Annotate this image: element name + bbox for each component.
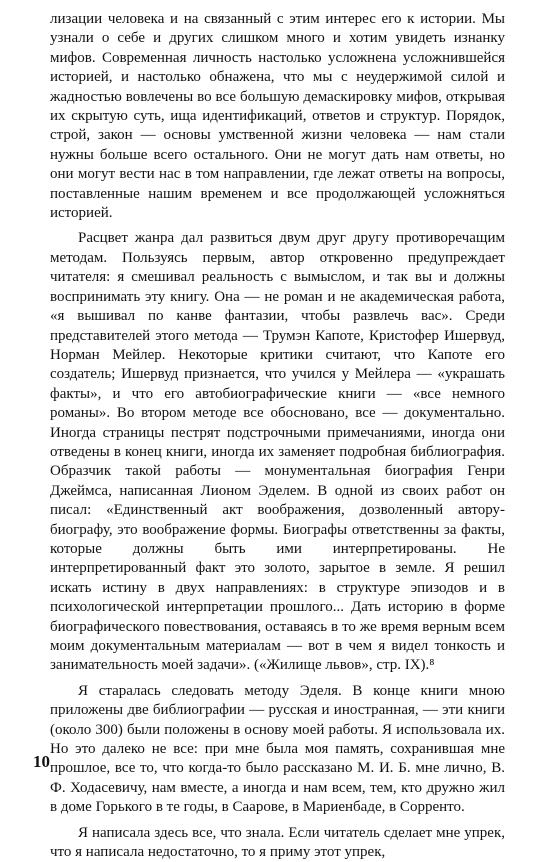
paragraph-continuation: лизации человека и на связанный с этим интерес его к истории. Мы узнали о себе и других слишком много и хотим увидеть изнанку мифов. Современная личность настолько усложнена усложнившейся историей, и настолько обнажена, что мы с неудержимой силой и жадностью вовлечены во все большую демаскировку мифов, открывая их скрытую суть, ища идентификаций, ответов и структур. Порядок, строй, закон — основы умственной жизни человека — нам стали нужны больше всего остального. Они не могут дать нам ответы, но они могут вести нас в том направлении, где лежат ответы на вопросы, поставленные нашим временем и все продолжающей усложняться историей. — [50, 11, 505, 222]
paragraph-genre-methods: Расцвет жанра дал развиться двум друг другу противоречащим методам. Пользуясь первым, автор откровенно предупреждает читателя: я смешивал реальность с вымыслом, и так вы и должны воспринимать эту книгу. Она — не роман и не академическая работа, «я вышивал по канве фантазии, чтобы развлечь вас». Среди представителей этого метода — Трумэн Капоте, Кристофер Ишервуд, Норман Мейлер. Некоторые критики считают, что Капоте его создатель; Ишервуд признается, что учился у Мейлера — «украшать факты», и что его автобиографические книги — «все немного романы». Во втором методе все обосновано, все — документально. Иногда страницы пестрят подстрочными примечаниями, иногда они отведены в конец книги, иногда их заменяет подробная библиография. Образчик такой работы — монументальная биография Генри Джеймса, написанная Лионом Эделем. В одной из своих работ он писал: «Единственный акт воображения, дозволенный автору-биографу, это воображение формы. Биографы ответственны за факты, которые должны быть ими интерпретированы. Не интерпретированный факт это золото, зарытое в земле. Я решил искать истину в двух направлениях: в структуре эпизодов и в психологической интерпретации прошлого... Дать историю в форме биографического повествования, оставаясь в то же время верным всем моим документальным материалам — вот в чем я видел тонкость и занимательность моей задачи». («Жилище львов», стр. IX).⁸ — [50, 230, 505, 674]
page-body — [50, 10, 505, 862]
page-number: 10 — [33, 752, 50, 771]
paragraph-wrote-everything: Я написала здесь все, что знала. Если читатель сделает мне упрек, что я написала недостаточно, то я приму этот упрек, — [50, 824, 505, 861]
paragraph-edel-method: Я старалась следовать методу Эделя. В конце книги мною приложены две библиографии — русская и иностранная, — эти книги (около 300) были положены в основу моей работы. Я использовала их. Но это далеко не все: при мне была моя память, сохранившая мне прошлое, все то, что когда-то было рассказано М. И. Б. мне лично, В. Ф. Ходасевичу, нам вместе, а иногда и нам всем, тем, кто дружно жил в доме Горького в те годы, в Саарове, в Мариенбаде, в Сорренто. — [50, 682, 505, 816]
